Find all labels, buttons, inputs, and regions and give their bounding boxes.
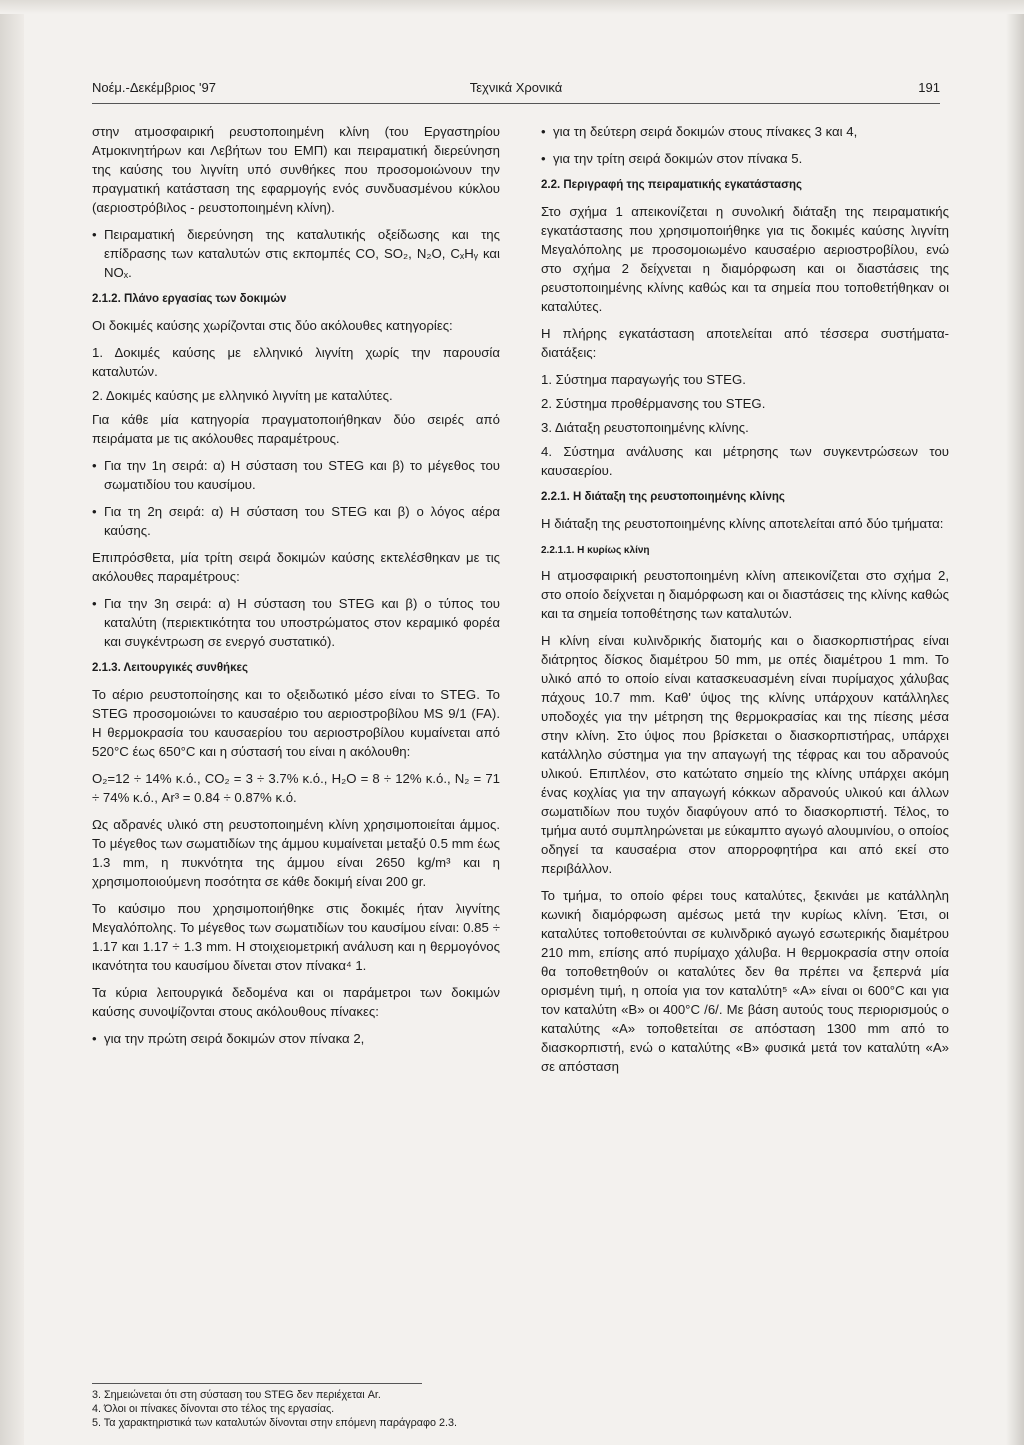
page-header (92, 80, 940, 102)
paragraph: Επιπρόσθετα, μία τρίτη σειρά δοκιμών καύσης εκτελέσθηκαν με τις ακόλουθες παραμέτρους: (92, 550, 500, 584)
issue-date: Νοέμ.-Δεκέμβριος '97 (92, 80, 216, 95)
section-heading-2-2: 2.2. Περιγραφή της πειραματικής εγκατάστασης (541, 179, 802, 191)
paragraph: Οι δοκιμές καύσης χωρίζονται στις δύο ακόλουθες κατηγορίες: (92, 318, 453, 333)
scan-edge-left (0, 0, 24, 1445)
numbered-item: 1. Σύστημα παραγωγής του STEG. (541, 372, 746, 387)
bullet-item: • Για τη 2η σειρά: α) Η σύσταση του STEG και β) ο λόγος αέρα καύσης. (92, 502, 500, 540)
section-heading-2-1-3: 2.1.3. Λειτουργικές συνθήκες (92, 662, 248, 674)
paragraph: Η πλήρης εγκατάσταση αποτελείται από τέσσερα συστήματα-διατάξεις: (541, 326, 949, 360)
paragraph: στην ατμοσφαιρική ρευστοποιημένη κλίνη (του Εργαστηρίου Ατμοκινητήρων και Λεβήτων του ΕΜΠ) και πειραματική διερεύνηση της καύσης του λιγνίτη υπό συνθήκες που προσομοιώνουν την πραγματική κατάσταση της εφαρμογής ενός συνδυασμένου κύκλου (αεριοστρόβιλος - ρευστοποιημένη κλίνη). (92, 124, 500, 215)
paragraph: Στο σχήμα 1 απεικονίζεται η συνολική διάταξη της πειραματικής εγκατάστασης που χρησιμοποιήθηκε για τις δοκιμές καύσης λιγνίτη Μεγαλόπολης με προσομοιωμένο καυσαέριο αεριοστροβίλου, ενώ στο σχήμα 2 δείχνεται η διαμόρφωση και οι διαστάσεις της ρευστοποιημένης κλίνης καθώς και τα σημεία που τοποθετήθηκαν οι καταλύτες. (541, 204, 949, 314)
journal-title: Τεχνικά Χρονικά (469, 80, 563, 95)
numbered-item: 1. Δοκιμές καύσης με ελληνικό λιγνίτη χωρίς την παρουσία καταλυτών. (92, 345, 500, 379)
scan-edge-right (1006, 0, 1024, 1445)
numbered-item: 4. Σύστημα ανάλυσης και μέτρησης των συγκεντρώσεων του καυσαερίου. (541, 444, 949, 478)
paragraph: Τα κύρια λειτουργικά δεδομένα και οι παράμετροι των δοκιμών καύσης συνοψίζονται στους ακόλουθους πίνακες: (92, 985, 500, 1019)
left-column (92, 122, 500, 1056)
bullet-item: • για την πρώτη σειρά δοκιμών στον πίνακα 2, (92, 1029, 500, 1048)
footnote-divider (92, 1383, 422, 1384)
paragraph: Η ατμοσφαιρική ρευστοποιημένη κλίνη απεικονίζεται στο σχήμα 2, στο οποίο δείχνεται η διαμόρφωση και οι διαστάσεις της κλίνης καθώς και τα σημεία τοποθέτησης των καταλυτών. (541, 568, 949, 621)
bullet-item: • Για την 3η σειρά: α) Η σύσταση του STEG και β) ο τύπος του καταλύτη (περιεκτικότητα του υποστρώματος στον κεραμικό φορέα και συγκέντρωση σε ενεργό συστατικό). (92, 594, 500, 651)
numbered-item: 2. Σύστημα προθέρμανσης του STEG. (541, 396, 766, 411)
paragraph: Η κλίνη είναι κυλινδρικής διατομής και ο διασκορπιστήρας είναι διάτρητος δίσκος διαμέτρου 50 mm, με οπές διαμέτρου 1 mm. Το υλικό από το οποίο είναι κατασκευασμένη είναι πυρίμαχος χάλυβας πάχους 10.7 mm. Καθ' ύψος της κλίνης υπάρχουν κατάλληλες υποδοχές για την μέτρηση της θερμοκρασίας και της πίεσης μέσα στην κλίνη. Στο ύψος που βρίσκεται ο διασκορπιστήρας, υπάρχει κατάλληλο σύστημα για την απαγωγή της τέφρας και του αδρανούς υλικού. Επιπλέον, στο κατώτατο σημείο της κλίνης υπάρχει ακόμη ένας κοχλίας για την απαγωγή κόκκων αδρανούς υλικού και άλλων σωματιδίων που τυχόν διαφύγουν από το διασκορπιστή. Τέλος, το τμήμα αυτό συμπληρώνεται με εύκαμπτο αγωγό αλουμινίου, ο οποίος οδηγεί τα καυσαέρια στον απορροφητήρα και από εκεί στο περιβάλλον. (541, 633, 949, 876)
gas-composition: O₂=12 ÷ 14% κ.ό., CO₂ = 3 ÷ 3.7% κ.ό., H₂O = 8 ÷ 12% κ.ό., N₂ = 71 ÷ 74% κ.ό., Ar³ = 0.84 ÷ 0.87% κ.ό. (92, 771, 500, 805)
footnote-4: 4. Όλοι οι πίνακες δίνονται στο τέλος της εργασίας. (92, 1403, 335, 1415)
scan-edge-top (0, 0, 1024, 14)
footnote-3: 3. Σημειώνεται ότι στη σύσταση του STEG δεν περιέχεται Ar. (92, 1389, 381, 1401)
paragraph: Το αέριο ρευστοποίησης και το οξειδωτικό μέσο είναι το STEG. Το STEG προσομοιώνει το καυσαέριο του αεριοστροβίλου MS 9/1 (FA). Η θερμοκρασία του καυσαερίου του αεριοστροβίλου κυμαίνεται από 520°C έως 650°C και η σύστασή του είναι η ακόλουθη: (92, 687, 500, 759)
footnotes (92, 1388, 940, 1430)
bullet-item: • Για την 1η σειρά: α) Η σύσταση του STEG και β) το μέγεθος του σωματιδίου του καυσίμου. (92, 456, 500, 494)
bullet-item: • Πειραματική διερεύνηση της καταλυτικής οξείδωσης και της επίδρασης των καταλυτών στις εκπομπές CO, SO₂, N₂O, CₓHᵧ και NOₓ. (92, 225, 500, 282)
paragraph: Το τμήμα, το οποίο φέρει τους καταλύτες, ξεκινάει με κατάλληλη κωνική διαμόρφωση αμέσως μετά την κυρίως κλίνη. Έτσι, οι καταλύτες τοποθετούνται σε κυλινδρικό αγωγό εσωτερικής διαμέτρου 210 mm, επίσης από πυρίμαχο χάλυβα. Η θερμοκρασία στην οποία θα τοποθετηθούν οι καταλύτες δεν θα πρέπει να ξεπερνά μία ορισμένη τιμή, η οποία για τον καταλύτη⁵ «Α» είναι οι 600°C και για τον καταλύτη «Β» οι 400°C /6/. Με βάση αυτούς τους περιορισμούς ο καταλύτης «Α» τοποθετείται σε απόσταση 1300 mm από το διασκορπιστή, ενώ ο καταλύτης «Β» φυσικά μετά τον καταλύτη «Α» σε απόσταση (541, 888, 949, 1074)
footnote-5: 5. Τα χαρακτηριστικά των καταλυτών δίνονται στην επόμενη παράγραφο 2.3. (92, 1417, 458, 1429)
paragraph: Ως αδρανές υλικό στη ρευστοποιημένη κλίνη χρησιμοποιείται άμμος. Το μέγεθος των σωματιδίων της άμμου κυμαίνεται μεταξύ 0.5 mm έως 1.3 mm, η πυκνότητα της άμμου είναι 2650 kg/m³ και η χρησιμοποιούμενη ποσότητα σε κάθε δοκιμή είναι 200 gr. (92, 817, 500, 889)
bullet-item: • για τη δεύτερη σειρά δοκιμών στους πίνακες 3 και 4, (541, 122, 949, 141)
header-divider (92, 103, 940, 104)
paragraph: Για κάθε μία κατηγορία πραγματοποιήθηκαν δύο σειρές από πειράματα με τις ακόλουθες παραμέτρους. (92, 412, 500, 446)
section-heading-2-2-1: 2.2.1. Η διάταξη της ρευστοποιημένης κλίνης (541, 491, 785, 503)
numbered-item: 3. Διάταξη ρευστοποιημένης κλίνης. (541, 420, 749, 435)
bullet-item: • για την τρίτη σειρά δοκιμών στον πίνακα 5. (541, 149, 949, 168)
section-heading-2-1-2: 2.1.2. Πλάνο εργασίας των δοκιμών (92, 293, 287, 305)
numbered-item: 2. Δοκιμές καύσης με ελληνικό λιγνίτη με καταλύτες. (92, 388, 393, 403)
page-number: 191 (918, 80, 940, 95)
paragraph: Το καύσιμο που χρησιμοποιήθηκε στις δοκιμές ήταν λιγνίτης Μεγαλόπολης. Το μέγεθος των σωματιδίων του καυσίμου είναι: 0.85 ÷ 1.17 και 1.17 ÷ 1.3 mm. Η στοιχειομετρική ανάλυση και η θερμογόνος ικανότητα του καυσίμου δίνεται στον πίνακα⁴ 1. (92, 901, 500, 973)
paragraph: Η διάταξη της ρευστοποιημένης κλίνης αποτελείται από δύο τμήματα: (541, 516, 944, 531)
right-column (541, 122, 949, 1084)
section-heading-2-2-1-1: 2.2.1.1. Η κυρίως κλίνη (541, 545, 650, 556)
